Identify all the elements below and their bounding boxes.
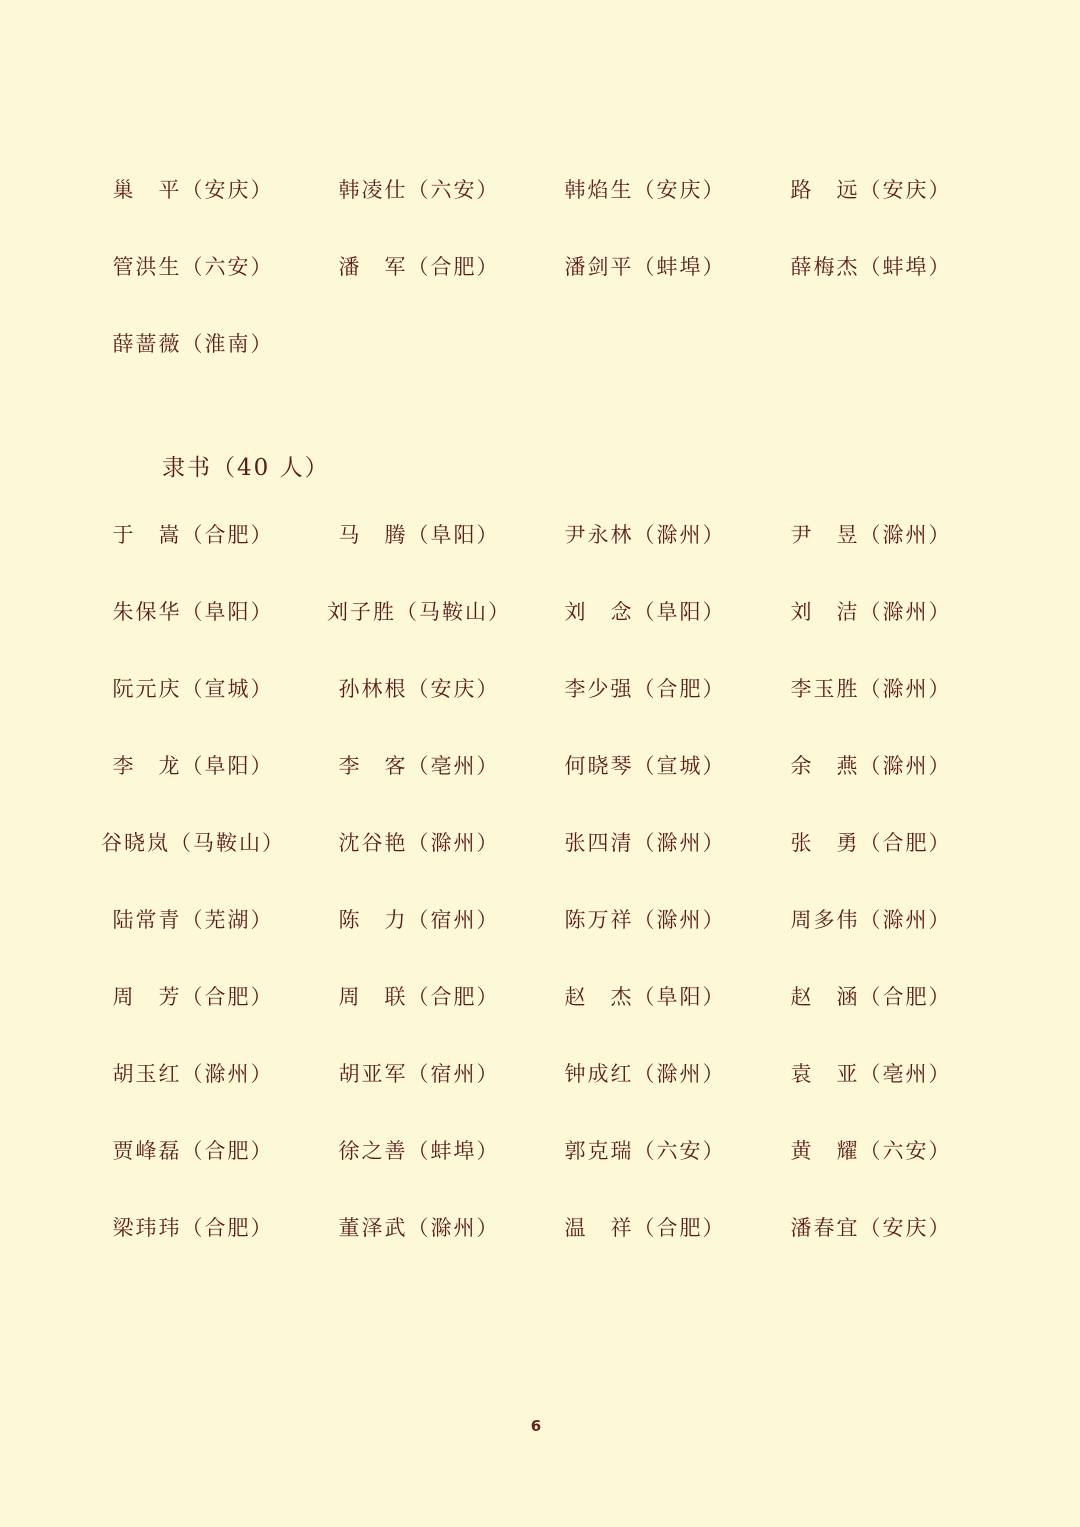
name-row xyxy=(0,674,1080,751)
name-entry: 黄 耀（六安） xyxy=(790,1139,952,1163)
name-row xyxy=(0,1136,1080,1213)
name-entry: 赵 杰（阜阳） xyxy=(564,985,726,1009)
name-entry: 袁 亚（亳州） xyxy=(790,1062,952,1086)
name-entry: 董泽武（滁州） xyxy=(338,1216,500,1240)
name-row xyxy=(0,1213,1080,1290)
top-name-list xyxy=(0,175,1080,406)
page-number: 6 xyxy=(530,1417,542,1435)
name-entry: 李 客（亳州） xyxy=(338,754,500,778)
name-row xyxy=(0,597,1080,674)
name-entry: 阮元庆（宣城） xyxy=(112,677,274,701)
name-entry: 李 龙（阜阳） xyxy=(112,754,274,778)
name-entry: 马 腾（阜阳） xyxy=(338,523,500,547)
name-entry: 贾峰磊（合肥） xyxy=(112,1139,274,1163)
name-entry: 谷晓岚（马鞍山） xyxy=(101,831,285,855)
name-entry: 温 祥（合肥） xyxy=(564,1216,726,1240)
name-row xyxy=(0,175,1080,252)
name-entry: 路 远（安庆） xyxy=(790,178,952,202)
name-entry: 徐之善（蚌埠） xyxy=(338,1139,500,1163)
name-entry: 李玉胜（滁州） xyxy=(790,677,952,701)
name-row xyxy=(0,329,1080,406)
name-entry: 周多伟（滁州） xyxy=(790,908,952,932)
name-entry: 梁玮玮（合肥） xyxy=(112,1216,274,1240)
name-entry: 赵 涵（合肥） xyxy=(790,985,952,1009)
name-entry: 沈谷艳（滁州） xyxy=(338,831,500,855)
name-entry: 陆常青（芜湖） xyxy=(112,908,274,932)
name-entry: 管洪生（六安） xyxy=(112,255,274,279)
name-row xyxy=(0,252,1080,329)
name-row xyxy=(0,982,1080,1059)
name-entry: 郭克瑞（六安） xyxy=(564,1139,726,1163)
name-entry: 潘剑平（蚌埠） xyxy=(564,255,726,279)
name-entry: 朱保华（阜阳） xyxy=(112,600,274,624)
name-entry: 韩焰生（安庆） xyxy=(564,178,726,202)
name-entry: 张 勇（合肥） xyxy=(790,831,952,855)
section-title: 隶书（40 人） xyxy=(162,455,330,481)
name-entry: 周 芳（合肥） xyxy=(112,985,274,1009)
name-entry: 何晓琴（宣城） xyxy=(564,754,726,778)
name-entry: 胡亚军（宿州） xyxy=(338,1062,500,1086)
name-entry: 潘 军（合肥） xyxy=(338,255,500,279)
name-row xyxy=(0,1059,1080,1136)
name-entry: 孙林根（安庆） xyxy=(338,677,500,701)
name-entry: 张四清（滁州） xyxy=(564,831,726,855)
name-entry: 余 燕（滁州） xyxy=(790,754,952,778)
name-row xyxy=(0,905,1080,982)
name-entry: 尹永林（滁州） xyxy=(564,523,726,547)
name-entry: 李少强（合肥） xyxy=(564,677,726,701)
name-entry: 巢 平（安庆） xyxy=(112,178,274,202)
name-row xyxy=(0,520,1080,597)
name-entry: 陈 力（宿州） xyxy=(338,908,500,932)
lishu-name-list xyxy=(0,520,1080,1290)
name-row xyxy=(0,828,1080,905)
name-entry: 周 联（合肥） xyxy=(338,985,500,1009)
name-row xyxy=(0,751,1080,828)
name-entry: 刘子胜（马鞍山） xyxy=(327,600,511,624)
name-entry: 于 嵩（合肥） xyxy=(112,523,274,547)
name-entry: 潘春宜（安庆） xyxy=(790,1216,952,1240)
name-entry: 薛蔷薇（淮南） xyxy=(112,332,274,356)
name-entry: 刘 洁（滁州） xyxy=(790,600,952,624)
name-entry: 胡玉红（滁州） xyxy=(112,1062,274,1086)
name-entry: 钟成红（滁州） xyxy=(564,1062,726,1086)
name-entry: 陈万祥（滁州） xyxy=(564,908,726,932)
name-entry: 尹 昱（滁州） xyxy=(790,523,952,547)
name-entry: 刘 念（阜阳） xyxy=(564,600,726,624)
name-entry: 韩凌仕（六安） xyxy=(338,178,500,202)
name-entry: 薛梅杰（蚌埠） xyxy=(790,255,952,279)
